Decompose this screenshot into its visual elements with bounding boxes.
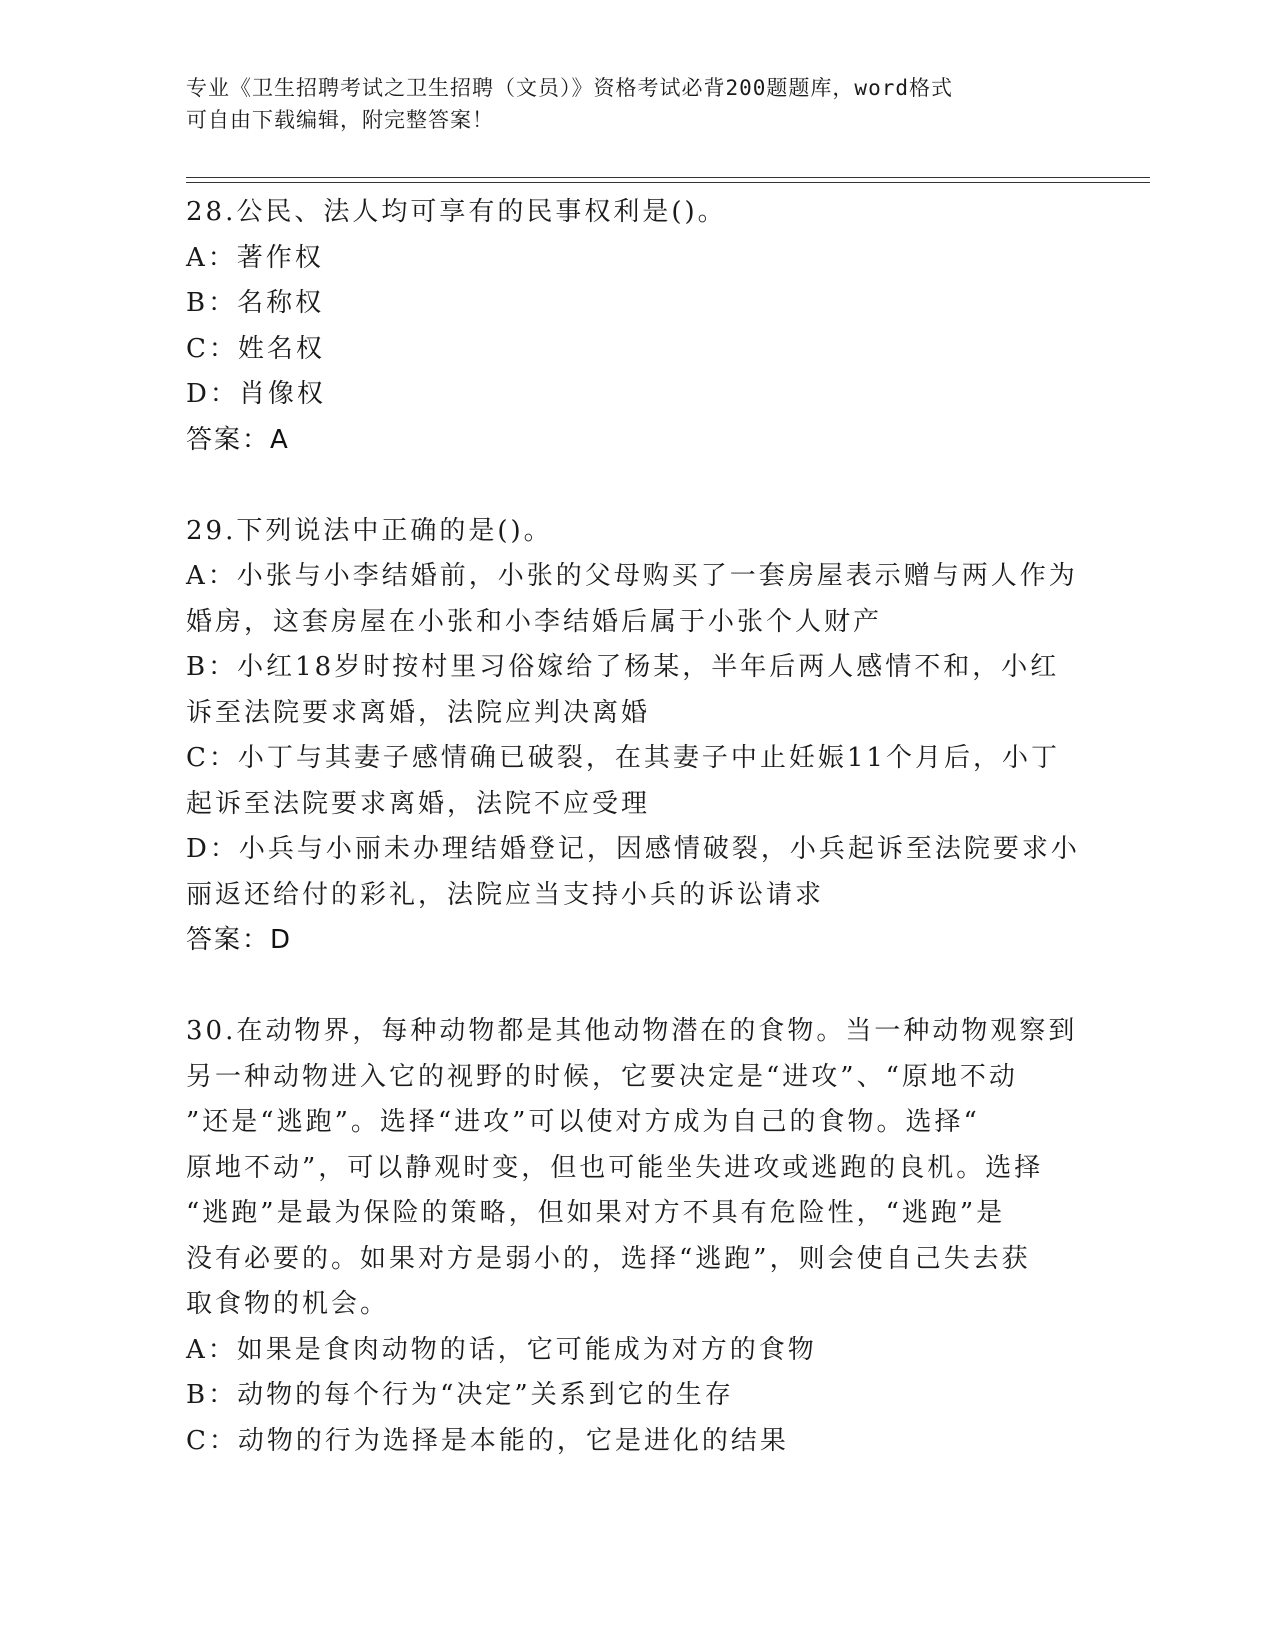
option-a-line-1: A：小张与小李结婚前，小张的父母购买了一套房屋表示赠与两人作为 (186, 561, 1078, 591)
option-a-line-2: 婚房，这套房屋在小张和小李结婚后属于小张个人财产 (186, 606, 883, 637)
header-title-line-2: 可自由下载编辑，附完整答案！ (186, 108, 494, 132)
question-stem-line-6: 没有必要的。如果对方是弱小的，选择“逃跑”，则会使自己失去获 (186, 1243, 1031, 1274)
question-stem: 28.公民、法人均可享有的民事权利是()。 (186, 197, 727, 227)
question-stem-line-5: “逃跑”是最为保险的策略，但如果对方不具有危险性，“逃跑”是 (186, 1198, 1006, 1228)
question-stem-line-1: 30.在动物界，每种动物都是其他动物潜在的食物。当一种动物观察到 (186, 1016, 1078, 1046)
question-stem-line-7: 取食物的机会。 (186, 1289, 390, 1319)
option-d: D：肖像权 (186, 379, 326, 409)
question-29 (186, 509, 1086, 964)
option-c-line-2: 起诉至法院要求离婚，法院不应受理 (186, 788, 651, 819)
option-b-line-1: B：小红18岁时按村里习俗嫁给了杨某，半年后两人感情不和，小红 (186, 652, 1060, 682)
question-28 (186, 190, 1086, 463)
option-d-line-1: D：小兵与小丽未办理结婚登记，因感情破裂，小兵起诉至法院要求小 (186, 834, 1080, 864)
option-a: A：如果是食肉动物的话，它可能成为对方的食物 (186, 1334, 817, 1365)
question-spacer (186, 463, 1086, 509)
question-spacer (186, 964, 1086, 1010)
question-stem-line-3: ”还是“逃跑”。选择“进攻”可以使对方成为自己的食物。选择“ (186, 1107, 980, 1137)
question-30 (186, 1009, 1086, 1464)
option-d-line-2: 丽返还给付的彩礼，法院应当支持小兵的诉讼请求 (186, 879, 825, 910)
header-title-line-1: 专业《卫生招聘考试之卫生招聘（文员）》资格考试必背200题题库，word格式 (186, 76, 953, 100)
question-stem: 29.下列说法中正确的是()。 (186, 515, 553, 546)
header-divider-bottom (186, 182, 1150, 183)
option-c: C：姓名权 (186, 333, 325, 364)
question-list (186, 190, 1086, 1464)
document-header (186, 72, 1066, 136)
question-stem-line-2: 另一种动物进入它的视野的时候，它要决定是“进攻”、“原地不动 (186, 1061, 1018, 1092)
answer-label: 答案：A (186, 424, 290, 455)
option-c: C：动物的行为选择是本能的，它是进化的结果 (186, 1425, 789, 1456)
question-stem-line-4: 原地不动”，可以静观时变，但也可能坐失进攻或逃跑的良机。选择 (186, 1152, 1044, 1183)
header-divider-top (186, 177, 1150, 178)
option-c-line-1: C：小丁与其妻子感情确已破裂，在其妻子中止妊娠11个月后，小丁 (186, 743, 1060, 773)
answer-label: 答案：D (186, 925, 293, 955)
option-b: B：名称权 (186, 288, 325, 318)
option-b: B：动物的每个行为“决定”关系到它的生存 (186, 1380, 734, 1410)
option-a: A：著作权 (186, 242, 324, 273)
option-b-line-2: 诉至法院要求离婚，法院应判决离婚 (186, 697, 651, 728)
